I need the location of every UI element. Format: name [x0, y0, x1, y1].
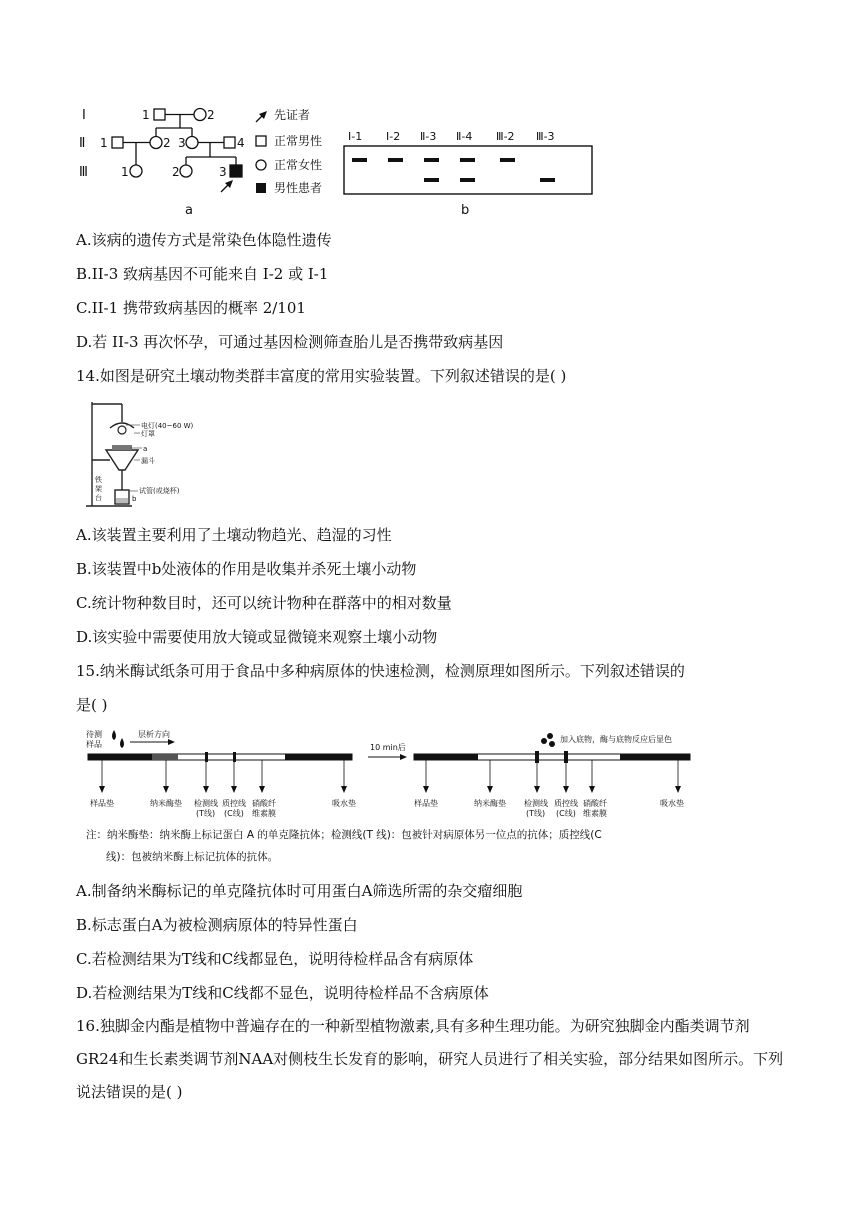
legend-affected-male: 男性患者	[274, 181, 323, 195]
normal-female-icon	[256, 160, 266, 170]
label-b: b	[132, 495, 137, 503]
q14-stem: 14.如图是研究土壤动物类群丰富度的常用实验装置。下列叙述错误的是( )	[76, 367, 567, 385]
num-I1: 1	[142, 108, 150, 122]
q15-option-c: C.若检测结果为T线和C线都显色，说明待检样品含有病原体	[76, 950, 474, 968]
band-III2-upper	[500, 158, 515, 162]
band-II4-upper	[460, 158, 475, 162]
num-II4: 4	[237, 136, 245, 150]
strip2-label-t-line-paren: (T线)	[526, 809, 546, 818]
legend-normal-female: 正常女性	[274, 158, 323, 172]
strip2-label-absorbent-pad: 吸水垫	[660, 799, 684, 808]
q15-option-a: A.制备纳米酶标记的单克隆抗体时可用蛋白A筛选所需的杂交瘤细胞	[76, 882, 523, 900]
lane-III2: Ⅲ-2	[496, 130, 515, 143]
tullgren-funnel-figure	[82, 398, 212, 513]
band-II3-lower	[424, 178, 439, 182]
lane-I2: Ⅰ-2	[386, 130, 401, 143]
figure-note-line1: 注：纳米酶垫：纳米酶上标记蛋白 A 的单克隆抗体；检测线(T 线)：包被针对病原体另一位点的抗体；质控线(C	[86, 829, 602, 841]
pedigree-figure	[76, 100, 346, 220]
strip2-label-nanozyme-pad: 纳米酶垫	[474, 799, 506, 808]
strip2-label-membrane-1: 硝酸纤	[583, 799, 607, 808]
label-test-tube: 试管(或烧杯)	[139, 487, 180, 495]
gel-figure	[340, 126, 600, 220]
lane-II4: Ⅱ-4	[456, 130, 473, 143]
caption-a: a	[185, 203, 193, 218]
strip2-label-membrane-2: 维素膜	[583, 809, 607, 818]
q14-option-c: C.统计物种数目时，还可以统计物种在群落中的相对数量	[76, 594, 452, 612]
strip2-label-c-line-paren: (C线)	[556, 809, 576, 818]
q15-stem-line1: 15.纳米酶试纸条可用于食品中多种病原体的快速检测，检测原理如图所示。下列叙述错误的	[76, 662, 685, 680]
time-label: 10 min后	[370, 743, 406, 752]
strip-label-t-line-paren: (T线)	[196, 809, 216, 818]
q13-option-d: D.若 II-3 再次怀孕，可通过基因检测筛查胎儿是否携带致病基因	[76, 333, 504, 351]
label-a: a	[143, 445, 148, 453]
gen-label-1: Ⅰ	[82, 108, 86, 123]
label-stand-2: 架	[95, 485, 102, 493]
q13-option-a: A.该病的遗传方式是常染色体隐性遗传	[76, 231, 332, 249]
flow-direction-label: 层析方向	[138, 730, 170, 739]
strip2-label-t-line: 检测线	[524, 799, 548, 808]
caption-b: b	[461, 203, 470, 218]
q14-option-b: B.该装置中b处液体的作用是收集并杀死土壤小动物	[76, 560, 417, 578]
strip-label-membrane-1: 硝酸纤	[252, 799, 276, 808]
gen-label-3: Ⅲ	[79, 165, 88, 180]
num-II3: 3	[178, 136, 186, 150]
normal-male-icon	[256, 136, 266, 146]
num-III2: 2	[172, 165, 180, 179]
nanozyme-strip-figure	[80, 724, 696, 872]
strip-label-c-line: 质控线	[222, 799, 246, 808]
band-II4-lower	[460, 178, 475, 182]
q15-option-d: D.若检测结果为T线和C线都不显色，说明待检样品不含病原体	[76, 984, 489, 1002]
q15-option-b: B.标志蛋白A为被检测病原体的特异性蛋白	[76, 916, 358, 934]
q13-option-c: C.II-1 携带致病基因的概率 2/101	[76, 299, 306, 317]
strip-label-absorbent-pad: 吸水垫	[332, 799, 356, 808]
sample-label-1: 待测	[86, 730, 102, 739]
q16-stem: 16.独脚金内酯是植物中普遍存在的一种新型植物激素,具有多种生理功能。为研究独脚金内酯类调节剂GR24和生长素类调节剂NAA对侧枝生长发育的影响，研究人员进行了相关实验，部分结果如图所示。下列说法错误的是( )	[76, 1017, 784, 1101]
lane-II3: Ⅱ-3	[420, 130, 437, 143]
legend-proband: 先证者	[274, 108, 311, 122]
num-II1: 1	[100, 136, 108, 150]
affected-male-icon	[256, 183, 266, 193]
strip-label-c-line-paren: (C线)	[224, 809, 244, 818]
lane-I1: Ⅰ-1	[348, 130, 363, 143]
sample-drop-icon-2	[120, 738, 124, 748]
strip-label-sample-pad: 样品垫	[90, 799, 114, 808]
sample-label-2: 样品	[86, 740, 102, 749]
band-I2-upper	[388, 158, 403, 162]
strip-label-nanozyme-pad: 纳米酶垫	[150, 799, 182, 808]
label-funnel: 漏斗	[141, 457, 155, 465]
q13-option-b: B.II-3 致病基因不可能来自 I-2 或 I-1	[76, 265, 329, 283]
q15-stem-line2: 是( )	[76, 696, 108, 714]
gen-label-2: Ⅱ	[79, 136, 86, 151]
label-stand-3: 台	[95, 494, 102, 502]
color-label: 加入底物，酶与底物反应后显色	[560, 735, 672, 744]
strip2-label-sample-pad: 样品垫	[414, 799, 438, 808]
figure-note-line2: 线)：包被纳米酶上标记抗体的抗体。	[106, 851, 279, 863]
legend-normal-male: 正常男性	[274, 134, 323, 148]
num-I2: 2	[207, 108, 215, 122]
band-II3-upper	[424, 158, 439, 162]
strip-label-membrane-2: 维素膜	[252, 809, 276, 818]
sample-drop-icon	[112, 730, 116, 740]
band-I1-upper	[352, 158, 367, 162]
lane-III3: Ⅲ-3	[536, 130, 555, 143]
num-III1: 1	[121, 165, 129, 179]
num-II2: 2	[163, 136, 171, 150]
label-lamp: 电灯(40~60 W)	[141, 422, 194, 430]
strip-label-t-line: 检测线	[194, 799, 218, 808]
band-III3-lower	[540, 178, 555, 182]
strip2-label-c-line: 质控线	[554, 799, 578, 808]
label-stand-1: 铁	[95, 476, 102, 484]
num-III3: 3	[219, 165, 227, 179]
q14-option-a: A.该装置主要利用了土壤动物趋光、趋湿的习性	[76, 526, 392, 544]
q14-option-d: D.该实验中需要使用放大镜或显微镜来观察土壤小动物	[76, 628, 438, 646]
label-lampshade: 灯罩	[141, 430, 155, 438]
